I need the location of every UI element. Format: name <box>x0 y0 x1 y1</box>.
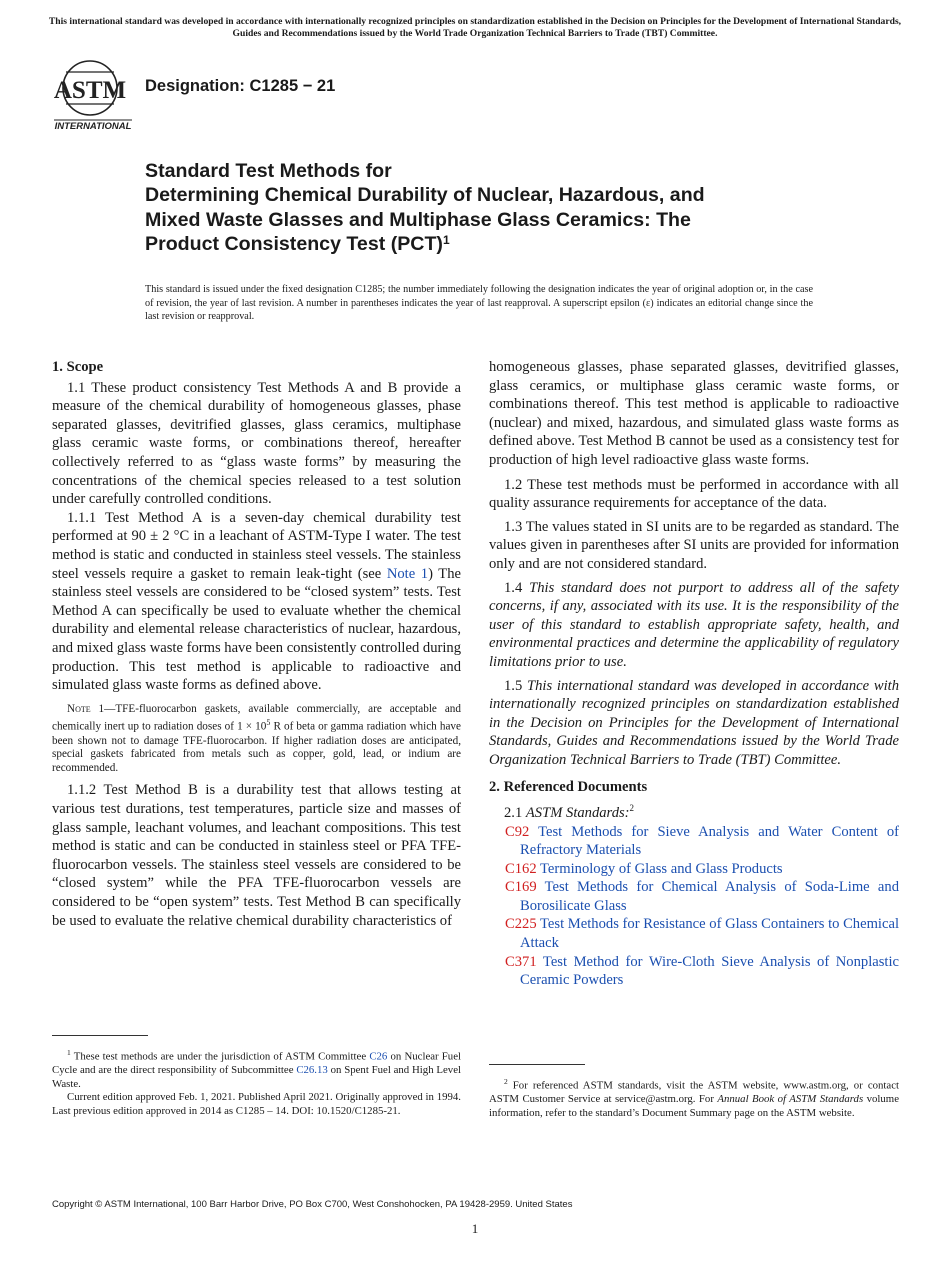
footnote-divider-right <box>489 1064 585 1065</box>
title-line-2: Determining Chemical Durability of Nuclear, Hazardous, and <box>145 184 705 207</box>
reference-title[interactable]: Test Methods for Chemical Analysis of Soda-Lime and Borosilicate Glass <box>520 879 899 914</box>
para-1-1: 1.1 These product consistency Test Methods A and B provide a measure of the chemical durability of homogeneous glasses, phase separated glasses, devitrified glasses, glass ceramics, multiphase glass ceramic waste forms, or combinations thereof, hereafter collectively referred to as “glass waste forms” by measuring the concentrations of the chemical species released to a test solution under carefully controlled conditions. <box>52 379 461 508</box>
scope-heading: 1. Scope <box>52 359 104 375</box>
issuance-note: This standard is issued under the fixed designation C1285; the number immediately following the designation indicates the year of original adoption or, in the case of revision, the year of last revision. A number in parentheses indicates the year of last reapproval. A superscript epsilon (ε) indicates an editorial change since the last revision or reapproval. <box>145 284 813 322</box>
reference-title[interactable]: Test Method for Wire-Cloth Sieve Analysis of Nonplastic Ceramic Powders <box>520 953 899 989</box>
reference-code[interactable]: C92 <box>505 823 530 840</box>
reference-item[interactable] <box>489 823 899 860</box>
subcommittee-link[interactable]: C26.13 <box>296 1064 328 1077</box>
note-1-label: Note 1 <box>67 702 105 715</box>
title-line-4-text: Product Consistency Test (PCT) <box>145 232 443 255</box>
referenced-documents-heading: 2. Referenced Documents <box>489 779 648 796</box>
footnote-1 <box>52 1046 461 1091</box>
header-notice: This international standard was developed in accordance with internationally recognized principles on standardization established in the Decision on Principles for the Development of International Standards, Guides and Recommendations issued by the World Trade Organization Technical Barriers to Trade (TBT) Committee. <box>48 16 902 39</box>
reference-title[interactable]: Test Methods for Sieve Analysis and Water Content of Refractory Materials <box>520 823 899 859</box>
reference-item[interactable] <box>489 915 899 952</box>
note-1-text-b: R of beta or gamma radiation which have been shown not to damage TFE-fluorocarbon. If higher radiation doses are anticipated, special gaskets fabricated from metals such as copper, gold, lead, or indium are recommended. <box>52 721 461 774</box>
para-1-1-1-text-a: 1.1.1 Test Method A is a seven-day chemical durability test performed at 90 ± 2 °C in a leachant of ASTM-Type I water. The test method is static and conducted in stainless steel vessels. The stainless steel vessels require a gasket to remain leak-tight (see <box>52 509 461 582</box>
reference-code[interactable]: C225 <box>505 916 537 933</box>
footnotes-left <box>52 1046 461 1119</box>
para-1-1-2-continued: homogeneous glasses, phase separated glasses, devitrified glasses, glass ceramics, or multiphase glass ceramic waste forms, or combinations thereof. This test method is applicable to radioactive (nuclear) and mixed, hazardous, and simulated glass waste forms as defined above. Test Method B cannot be used as a consistency test for production of high level radioactive glass waste forms. <box>489 359 899 468</box>
copyright-line: Copyright © ASTM International, 100 Barr Harbor Drive, PO Box C700, West Conshohocken, PA 19428-2959. United States <box>52 1199 573 1210</box>
right-column <box>489 358 899 990</box>
para-1-3: 1.3 The values stated in SI units are to be regarded as standard. The values given in parentheses after SI units are provided for information only and are not considered standard. <box>489 518 899 572</box>
para-1-2: 1.2 These test methods must be performed in accordance with all quality assurance requirements for acceptance of the data. <box>489 476 899 512</box>
document-title <box>145 159 845 256</box>
footnote-2 <box>489 1075 899 1120</box>
para-1-4-text: This standard does not purport to address all of the safety concerns, if any, associated with its use. It is the responsibility of the user of this standard to establish appropriate safety, health, and environmental practices and determine the applicability of regulatory limitations prior to use. <box>489 579 899 670</box>
note-1-link[interactable]: Note 1 <box>386 565 429 582</box>
astm-standards-mark: 2 <box>629 803 635 814</box>
reference-item[interactable] <box>489 860 899 879</box>
committee-link[interactable]: C26 <box>369 1050 388 1063</box>
edition-note: Current edition approved Feb. 1, 2021. Published April 2021. Originally approved in 1994. Last previous edition approved in 2014 as C1285 – 14. DOI: 10.1520/C1285-21. <box>52 1091 461 1117</box>
para-1-1-2: 1.1.2 Test Method B is a durability test that allows testing at various test durations, test temperatures, particle size and masses of glass sample, leachant volumes, and leachant compositions. This test method is static and can be conducted in stainless steel or PFA TFE-fluorocarbon vessels. The stainless steel vessels are considered to be “closed system” while the PFA TFE-fluorocarbon vessels are considered to be “open system” tests. Test Method B can specifically be used to evaluate the relative chemical durability characteristics of <box>52 782 461 929</box>
note-1-exponent: 5 <box>266 718 271 728</box>
para-1-4-number: 1.4 <box>504 579 530 596</box>
footnote-1-text-a: These test methods are under the jurisdiction of ASTM Committee <box>70 1050 370 1063</box>
page-number: 1 <box>471 1221 479 1236</box>
astm-standards-label <box>489 799 899 822</box>
footnote-2-mark: 2 <box>504 1077 508 1086</box>
reference-item[interactable] <box>489 878 899 915</box>
footnote-1-mark: 1 <box>67 1048 71 1057</box>
title-line-3: Mixed Waste Glasses and Multiphase Glass Ceramics: The <box>145 208 691 231</box>
footnote-2-text-a: For referenced ASTM standards, visit the ASTM website, www.astm.org, or contact ASTM Customer Service at service@astm.org. For <box>489 1079 899 1106</box>
note-1-text-a: —TFE-fluorocarbon gaskets, available commercially, are acceptable and chemically inert up to radiation doses of 1 × 10 <box>52 702 461 734</box>
astm-logo-icon <box>52 58 134 132</box>
reference-title[interactable]: Terminology of Glass and Glass Products <box>540 860 783 877</box>
para-1-5-text: This international standard was developed in accordance with internationally recognized principles on standardization established in the Decision on Principles for the Development of International Standards, Guides and Recommendations issued by the World Trade Organization Technical Barriers to Trade (TBT) Committee. <box>489 677 900 768</box>
reference-list <box>489 823 899 990</box>
para-1-5 <box>489 677 899 770</box>
footnote-2-text-b: volume information, refer to the standard’s Document Summary page on the ASTM website. <box>489 1093 899 1119</box>
footnote-2-italic: Annual Book of ASTM Standards <box>717 1093 864 1106</box>
astm-logo <box>52 58 134 132</box>
title-line-4 <box>145 232 845 256</box>
para-1-1-1 <box>52 509 461 695</box>
astm-standards-number: 2.1 <box>504 804 526 821</box>
reference-code[interactable]: C162 <box>505 860 537 877</box>
para-1-5-number: 1.5 <box>504 677 528 694</box>
reference-code[interactable]: C169 <box>505 879 537 896</box>
footnote-divider-left <box>52 1035 148 1036</box>
reference-code[interactable]: C371 <box>505 953 537 970</box>
reference-item[interactable] <box>489 953 899 990</box>
para-1-4 <box>489 579 899 672</box>
left-column <box>52 358 461 930</box>
footnotes-right <box>489 1075 899 1120</box>
reference-title[interactable]: Test Methods for Resistance of Glass Containers to Chemical Attack <box>520 916 900 952</box>
logo-subtitle: INTERNATIONAL <box>54 121 132 132</box>
footnote-1-text-c: on Spent Fuel and High Level Waste. <box>52 1064 461 1090</box>
title-footnote-mark: 1 <box>442 232 450 247</box>
astm-standards-text: ASTM Standards: <box>525 804 630 821</box>
note-1 <box>52 703 461 776</box>
para-1-1-1-text-b: ) The stainless steel vessels are considered to be “closed system” tests. Test Method A can specifically be used to evaluate whether the chemical durability and elemental release characteristics of nuclear, hazardous, and mixed glass waste forms have been consistently controlled during production. This test method is applicable to radioactive and simulated glass waste forms as defined above. <box>52 565 461 694</box>
designation: Designation: C1285 − 21 <box>145 77 336 95</box>
logo-letters: ASTM <box>53 77 127 104</box>
footnote-1-text-b: on Nuclear Fuel Cycle and are the direct responsibility of Subcommittee <box>52 1050 461 1077</box>
title-line-1: Standard Test Methods for <box>145 160 392 182</box>
